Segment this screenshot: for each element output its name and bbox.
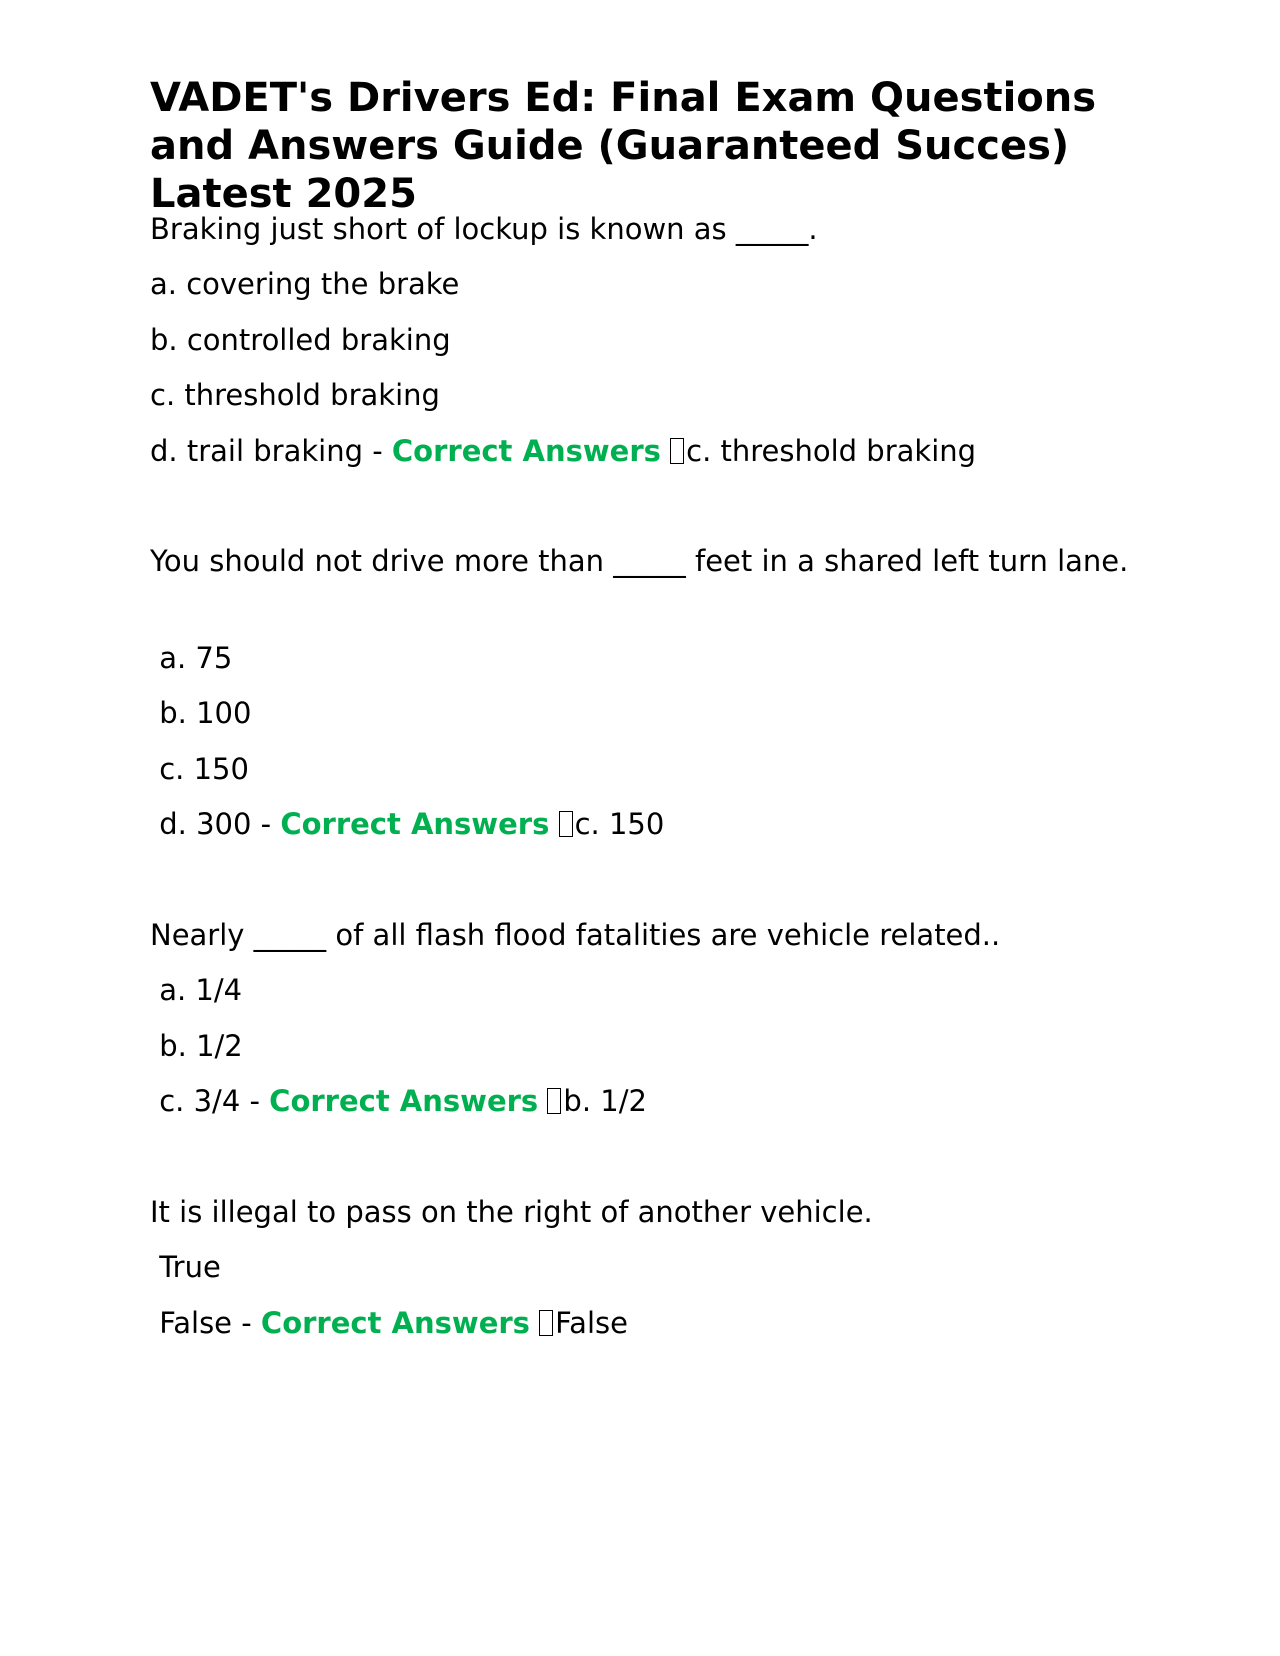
answer-text: False <box>555 1306 628 1340</box>
option-d: d. trail braking - <box>150 434 392 468</box>
missing-glyph-box-icon <box>547 1088 561 1114</box>
option-a: a. 1/4 <box>150 973 243 1007</box>
correct-answers-label: Correct Answers <box>269 1084 539 1118</box>
question-text: You should not drive more than _____ feet in a shared left turn lane. <box>150 544 1129 578</box>
option-c: c. 3/4 - <box>150 1084 270 1118</box>
option-c-with-answer <box>150 1080 647 1122</box>
option-b: b. 100 <box>150 696 252 730</box>
correct-answers-label: Correct Answers <box>391 434 661 468</box>
answer-text: c. 150 <box>574 807 665 841</box>
question-text: Nearly _____ of all flash flood fatalities are vehicle related.. <box>150 918 1001 952</box>
option-a: a. 75 <box>150 641 233 675</box>
option-b: b. 1/2 <box>150 1029 243 1063</box>
missing-glyph-box-icon <box>559 811 573 837</box>
answer-text: c. threshold braking <box>686 434 977 468</box>
question-text: It is illegal to pass on the right of another vehicle. <box>150 1195 873 1229</box>
option-c: c. threshold braking <box>150 378 440 412</box>
answer-text: b. 1/2 <box>563 1084 647 1118</box>
missing-glyph-box-icon <box>539 1310 553 1336</box>
option-b: b. controlled braking <box>150 323 451 357</box>
option-a: a. covering the brake <box>150 267 460 301</box>
document-title: VADET's Drivers Ed: Final Exam Questions and Answers Guide (Guaranteed Succes) Latest 2025 <box>150 75 1097 217</box>
correct-answers-label: Correct Answers <box>280 807 550 841</box>
option-d-with-answer <box>150 430 976 472</box>
option-true: True <box>150 1250 221 1284</box>
option-false: False - <box>150 1306 261 1340</box>
missing-glyph-box-icon <box>670 438 684 464</box>
correct-answers-label: Correct Answers <box>260 1306 530 1340</box>
option-c: c. 150 <box>150 752 249 786</box>
question-text: Braking just short of lockup is known as _____. <box>150 212 818 246</box>
option-d-with-answer <box>150 803 664 845</box>
option-false-with-answer <box>150 1302 628 1344</box>
option-d: d. 300 - <box>150 807 281 841</box>
